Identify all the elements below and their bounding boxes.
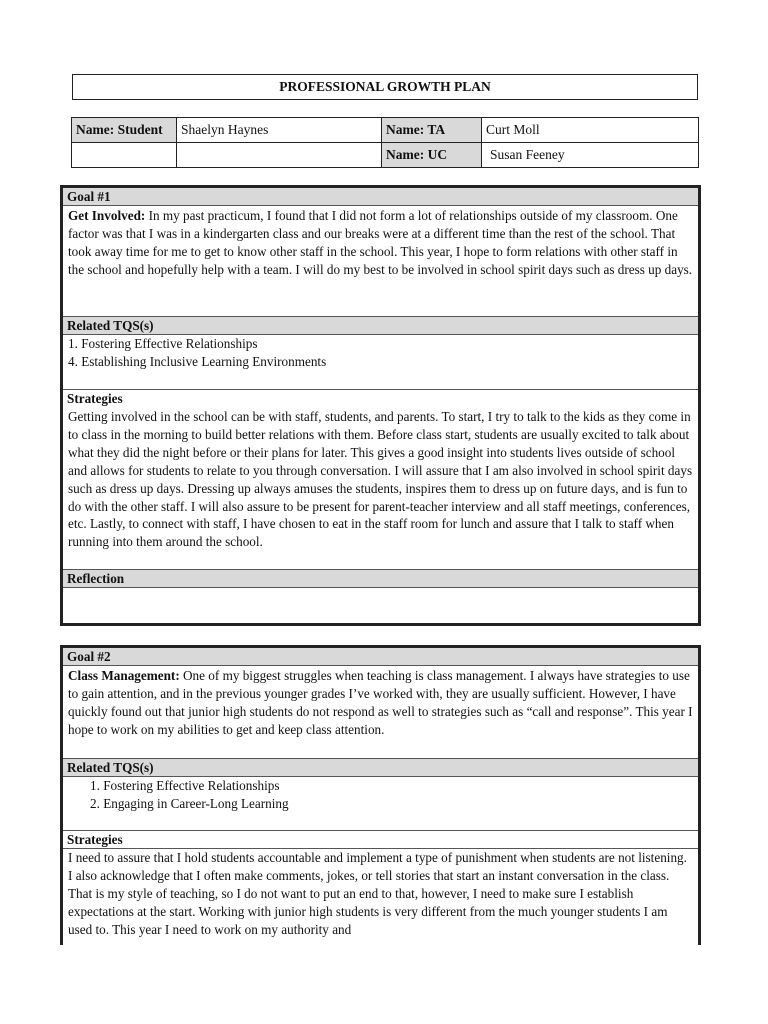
uc-name-label: Name: UC: [382, 143, 482, 168]
goal-1-header: Goal #1: [63, 188, 698, 206]
student-name-value: Shaelyn Haynes: [177, 118, 382, 143]
goal-1-box: [60, 185, 701, 626]
goal-1-text: In my past practicum, I found that I did not form a lot of relationships outside of my classroom. One factor was that I was in a kindergarten class and our breaks were at a different time than the rest of the school. That took away time for me to get to know other staff in the school. This year, I hope to form relations with other staff in the school and hopefully help with a team. I will do my best to be involved in school spirit days such as dress up days.: [68, 208, 693, 277]
goal-2-header: Goal #2: [63, 648, 698, 666]
names-row-2: [72, 143, 699, 168]
names-table: [71, 117, 699, 168]
goal-1-strategies-text: Getting involved in the school can be with staff, students, and parents. To start, I try to talk to the kids as they come in to class in the morning to build better relations with them. Before class start, students are usually excited to talk about what they did the night before or their plans for later. This gives a good insight into students lives outside of school and allows for students to relate to you through conversation. I will assure that I am also involved in school spirit days such as dress up days. Dressing up always amuses the students, inspires them to dress up on future days, and is fun to do with the other staff. I will also assure to be present for parent-teacher interview and all staff meetings, conferences, etc. Lastly, to connect with staff, I have chosen to eat in the staff room for lunch and assure that I talk to staff when running into them around the school.: [63, 408, 698, 570]
goal-2-tqs-list: [63, 777, 698, 831]
ta-name-label: Name: TA: [382, 118, 482, 143]
goal-2-description: [63, 666, 698, 759]
goal-2-tqs-header: Related TQS(s): [63, 759, 698, 777]
list-item: 1. Fostering Effective Relationships: [68, 336, 258, 351]
goal-2-strategies-header: Strategies: [63, 831, 698, 849]
goal-1-reflection-header: Reflection: [63, 570, 698, 588]
goal-2-text: One of my biggest struggles when teaching is class management. I always have strategies to use to gain attention, and in the previous younger grades I’ve worked with, they are usually sufficient. However, I have quickly found out that junior high students do not respond as well to strategies such as “call and response”. This year I hope to work on my abilities to get and keep class attention.: [68, 668, 693, 737]
goal-1-strategies-header: Strategies: [63, 390, 698, 408]
list-item: 4. Establishing Inclusive Learning Environments: [68, 354, 327, 369]
list-item: 2. Engaging in Career-Long Learning: [90, 796, 289, 811]
goal-1-lead: Get Involved:: [68, 208, 146, 223]
names-row-1: [72, 118, 699, 143]
document-title: PROFESSIONAL GROWTH PLAN: [72, 74, 698, 100]
ta-name-value: Curt Moll: [482, 118, 699, 143]
goal-2-strategies-text: I need to assure that I hold students accountable and implement a type of punishment when students are not listening. I also acknowledge that I often make comments, jokes, or tell stories that start an instant conversation in the class. That is my style of teaching, so I do not want to put an end to that, however, I need to make sure I establish expectations at the start. Working with junior high students is very different from the much younger students I am used to. This year I need to work on my authority and: [68, 850, 687, 937]
goal-1-description: [63, 206, 698, 317]
goal-1-reflection-text: [63, 588, 698, 625]
uc-name-value: Susan Feeney: [482, 143, 699, 168]
student-name-label: Name: Student: [72, 118, 177, 143]
empty-cell: [72, 143, 177, 168]
list-item: 1. Fostering Effective Relationships: [90, 778, 280, 793]
goal-2-lead: Class Management:: [68, 668, 180, 683]
goal-2-box: [60, 645, 701, 945]
goal-1-tqs-list: [63, 335, 698, 390]
goal-1-tqs-header: Related TQS(s): [63, 317, 698, 335]
empty-cell: [177, 143, 382, 168]
